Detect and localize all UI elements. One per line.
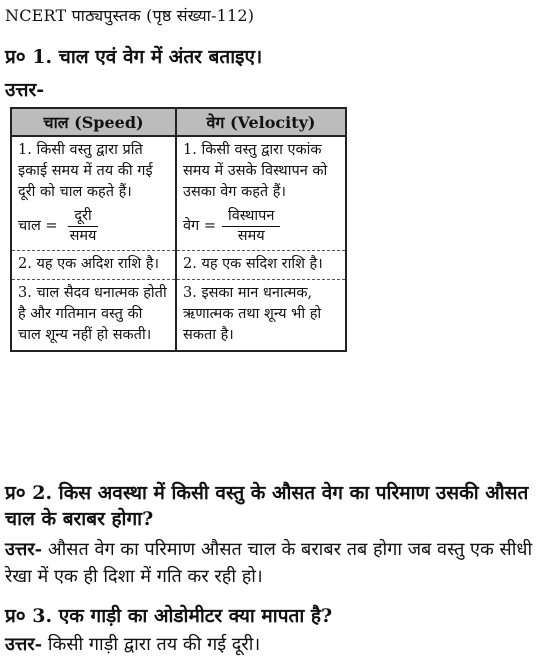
velocity-fraction [222, 207, 280, 246]
question-3-text: एक गाड़ी का ओडोमीटर क्या मापता है? [58, 605, 333, 627]
page-header: NCERT पाठ्यपुस्तक (पृष्ठ संख्या-112) [5, 6, 255, 25]
question-1 [5, 44, 262, 70]
table-row [11, 251, 346, 280]
question-3 [5, 603, 332, 629]
cell-velocity-3: 3. इसका मान धनात्मक, ऋणात्मक तथा शून्य भी हो सकता है। [176, 280, 346, 352]
answer-2-text: औसत वेग का परिमाण औसत चाल के बराबर तब होगा जब वस्तु एक सीधी रेखा में एक ही दिशा में गति कर रही हो। [5, 539, 533, 587]
table-row [11, 136, 346, 251]
cell-speed-1 [11, 136, 176, 251]
answer-3 [5, 631, 260, 658]
answer-1-label: उत्तर- [5, 79, 45, 101]
velocity-formula-lhs: वेग = [183, 218, 216, 234]
cell-speed-2: 2. यह एक अदिश राशि है। [11, 251, 176, 280]
question-1-text: चाल एवं वेग में अंतर बताइए। [58, 46, 263, 68]
question-2-label: प्र० 2. [5, 482, 53, 504]
answer-3-text: किसी गाड़ी द्वारा तय की गई दूरी। [47, 634, 261, 655]
velocity-1-text: 1. किसी वस्तु द्वारा एकांक समय में उसके विस्थापन को उसका वेग कहते हैं। [183, 142, 328, 200]
cell-velocity-2: 2. यह एक सदिश राशि है। [176, 251, 346, 280]
question-2 [5, 480, 540, 532]
speed-1-text: 1. किसी वस्तु द्वारा प्रति इकाई समय में तय की गई दूरी को चाल कहते हैं। [18, 142, 153, 200]
question-3-label: प्र० 3. [5, 605, 53, 627]
cell-velocity-1 [176, 136, 346, 251]
speed-velocity-table [10, 107, 347, 352]
answer-3-label: उत्तर- [5, 634, 43, 655]
velocity-formula [183, 207, 339, 246]
header-speed: चाल (Speed) [11, 108, 176, 136]
cell-speed-3: 3. चाल सैदव धनात्मक होती है और गतिमान वस्तु की चाल शून्य नहीं हो सकती। [11, 280, 176, 352]
speed-formula-lhs: चाल = [18, 218, 58, 234]
speed-numerator: दूरी [68, 207, 97, 227]
velocity-numerator: विस्थापन [222, 207, 280, 227]
speed-formula [18, 207, 169, 246]
question-1-label: प्र० 1. [5, 46, 53, 68]
speed-fraction [64, 207, 103, 246]
table-row [11, 280, 346, 352]
velocity-denominator: समय [237, 228, 265, 244]
header-velocity: वेग (Velocity) [176, 108, 346, 136]
speed-denominator: समय [69, 228, 97, 244]
table-header-row [11, 108, 346, 136]
question-2-text: किस अवस्था में किसी वस्तु के औसत वेग का परिमाण उसकी औसत चाल के बराबर होगा? [5, 482, 529, 530]
answer-2 [5, 536, 540, 590]
answer-2-label: उत्तर- [5, 539, 43, 560]
